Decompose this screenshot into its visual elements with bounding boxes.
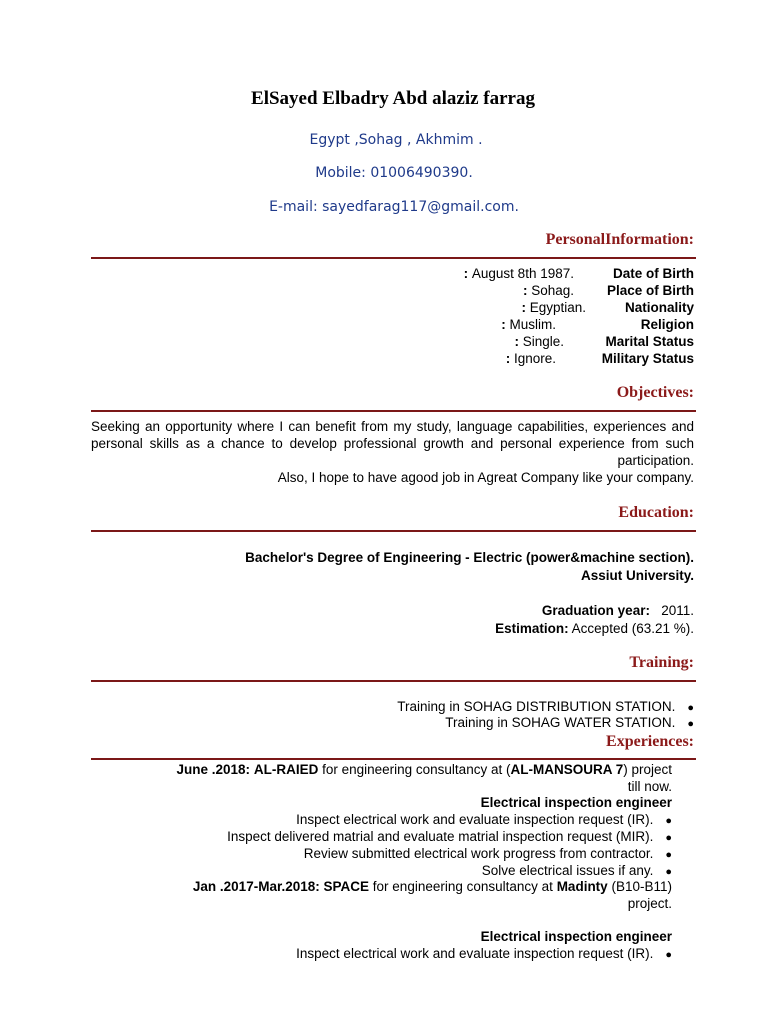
list-item <box>445 714 694 733</box>
job-2-date: Jan .2017-Mar.2018: <box>192 879 320 894</box>
job-1-mid: for engineering consultancy at ( <box>322 762 511 777</box>
info-value-wrap: : Sohag. <box>522 283 574 298</box>
job-2-header <box>193 878 672 895</box>
training-item: Training in SOHAG DISTRIBUTION STATION. <box>397 699 676 714</box>
info-label: Nationality <box>624 300 694 315</box>
graduation-label: Graduation year: <box>541 603 650 618</box>
bullet-icon: ● <box>665 849 672 861</box>
info-label: Military Status <box>601 351 694 366</box>
bullet-icon: ● <box>665 866 672 878</box>
email: E-mail: sayedfarag117@gmail.com. <box>269 199 519 215</box>
bullet-icon: ● <box>665 832 672 844</box>
section-divider <box>91 530 696 532</box>
info-label: Date of Birth <box>613 266 694 281</box>
info-value-wrap: : Ignore. <box>505 351 556 366</box>
info-value-wrap: : Egyptian. <box>521 300 586 315</box>
address: Egypt ,Sohag , Akhmim . <box>309 132 483 148</box>
info-value-wrap: : August 8th 1987. <box>463 266 574 281</box>
job-2-tail: (B10-B11) <box>611 879 672 894</box>
info-value: August 8th 1987. <box>471 266 574 281</box>
section-divider <box>91 257 696 259</box>
email-value: sayedfarag117@gmail.com <box>322 199 515 215</box>
experiences-heading: Experiences: <box>606 733 694 750</box>
training-heading: Training: <box>629 654 694 671</box>
job-2-tail-2: project. <box>627 896 672 911</box>
graduation-value: 2011. <box>661 603 694 618</box>
estimation-value: Accepted (63.21 %). <box>571 621 694 636</box>
job-2-role: Electrical inspection engineer <box>480 929 672 944</box>
job-1-tail-2: till now. <box>627 779 672 794</box>
email-label: E-mail: <box>269 199 318 215</box>
degree: Bachelor's Degree of Engineering - Electric (power&machine section). <box>245 550 694 565</box>
job-1-date: June .2018: <box>176 762 251 777</box>
job-1-role: Electrical inspection engineer <box>480 795 672 810</box>
section-divider <box>91 680 696 682</box>
job-2-place: Madinty <box>556 879 608 894</box>
info-value: Ignore. <box>513 351 556 366</box>
bullet-icon: ● <box>687 702 694 714</box>
mobile: Mobile: 01006490390. <box>315 165 473 181</box>
info-label: Religion <box>640 317 694 332</box>
education-heading: Education: <box>618 504 694 521</box>
job-1-header <box>177 761 672 778</box>
candidate-name: ElSayed Elbadry Abd alaziz farrag <box>251 88 535 109</box>
bullet-icon: ● <box>687 718 694 730</box>
list-item <box>296 945 672 964</box>
job-1-task: Solve electrical issues if any. <box>481 863 654 878</box>
objectives-text: Seeking an opportunity where I can benefit from my study, language capabilities, experiences and personal skills as a chance to develop professional growth and personal experience from such participation. <box>91 419 694 468</box>
job-1-tail: ) project <box>623 762 672 777</box>
info-value: Muslim. <box>509 317 556 332</box>
info-value-wrap: : Muslim. <box>501 317 556 332</box>
info-value: Sohag. <box>531 283 574 298</box>
university: Assiut University. <box>580 568 694 583</box>
info-value-wrap: : Single. <box>514 334 564 349</box>
job-2-mid: for engineering consultancy at <box>372 879 553 894</box>
estimation <box>495 620 694 637</box>
training-item: Training in SOHAG WATER STATION. <box>445 715 676 730</box>
personal-info-heading: PersonalInformation: <box>545 231 694 248</box>
bullet-icon: ● <box>665 949 672 961</box>
job-2-company: SPACE <box>323 879 370 894</box>
estimation-label: Estimation: <box>495 621 569 636</box>
section-divider <box>91 758 696 760</box>
info-label: Marital Status <box>605 334 694 349</box>
job-2-task: Inspect electrical work and evaluate inspection request (IR). <box>296 946 654 961</box>
info-label: Place of Birth <box>606 283 694 298</box>
job-1-task: Inspect electrical work and evaluate inspection request (IR). <box>296 812 654 827</box>
mobile-value: 01006490390 <box>370 165 469 181</box>
job-1-task: Inspect delivered matrial and evaluate matrial inspection request (MIR). <box>227 829 654 844</box>
job-1-task: Review submitted electrical work progress from contractor. <box>303 846 654 861</box>
bullet-icon: ● <box>665 815 672 827</box>
objectives-text-2: Also, I hope to have agood job in Agreat Company like your company. <box>277 470 694 485</box>
mobile-label: Mobile: <box>315 165 366 181</box>
info-value: Single. <box>522 334 564 349</box>
job-1-company: AL-RAIED <box>253 762 319 777</box>
section-divider <box>91 410 696 412</box>
graduation-year <box>542 602 694 619</box>
objectives-heading: Objectives: <box>616 384 694 401</box>
job-1-place: AL-MANSOURA 7 <box>510 762 624 777</box>
info-value: Egyptian. <box>529 300 586 315</box>
